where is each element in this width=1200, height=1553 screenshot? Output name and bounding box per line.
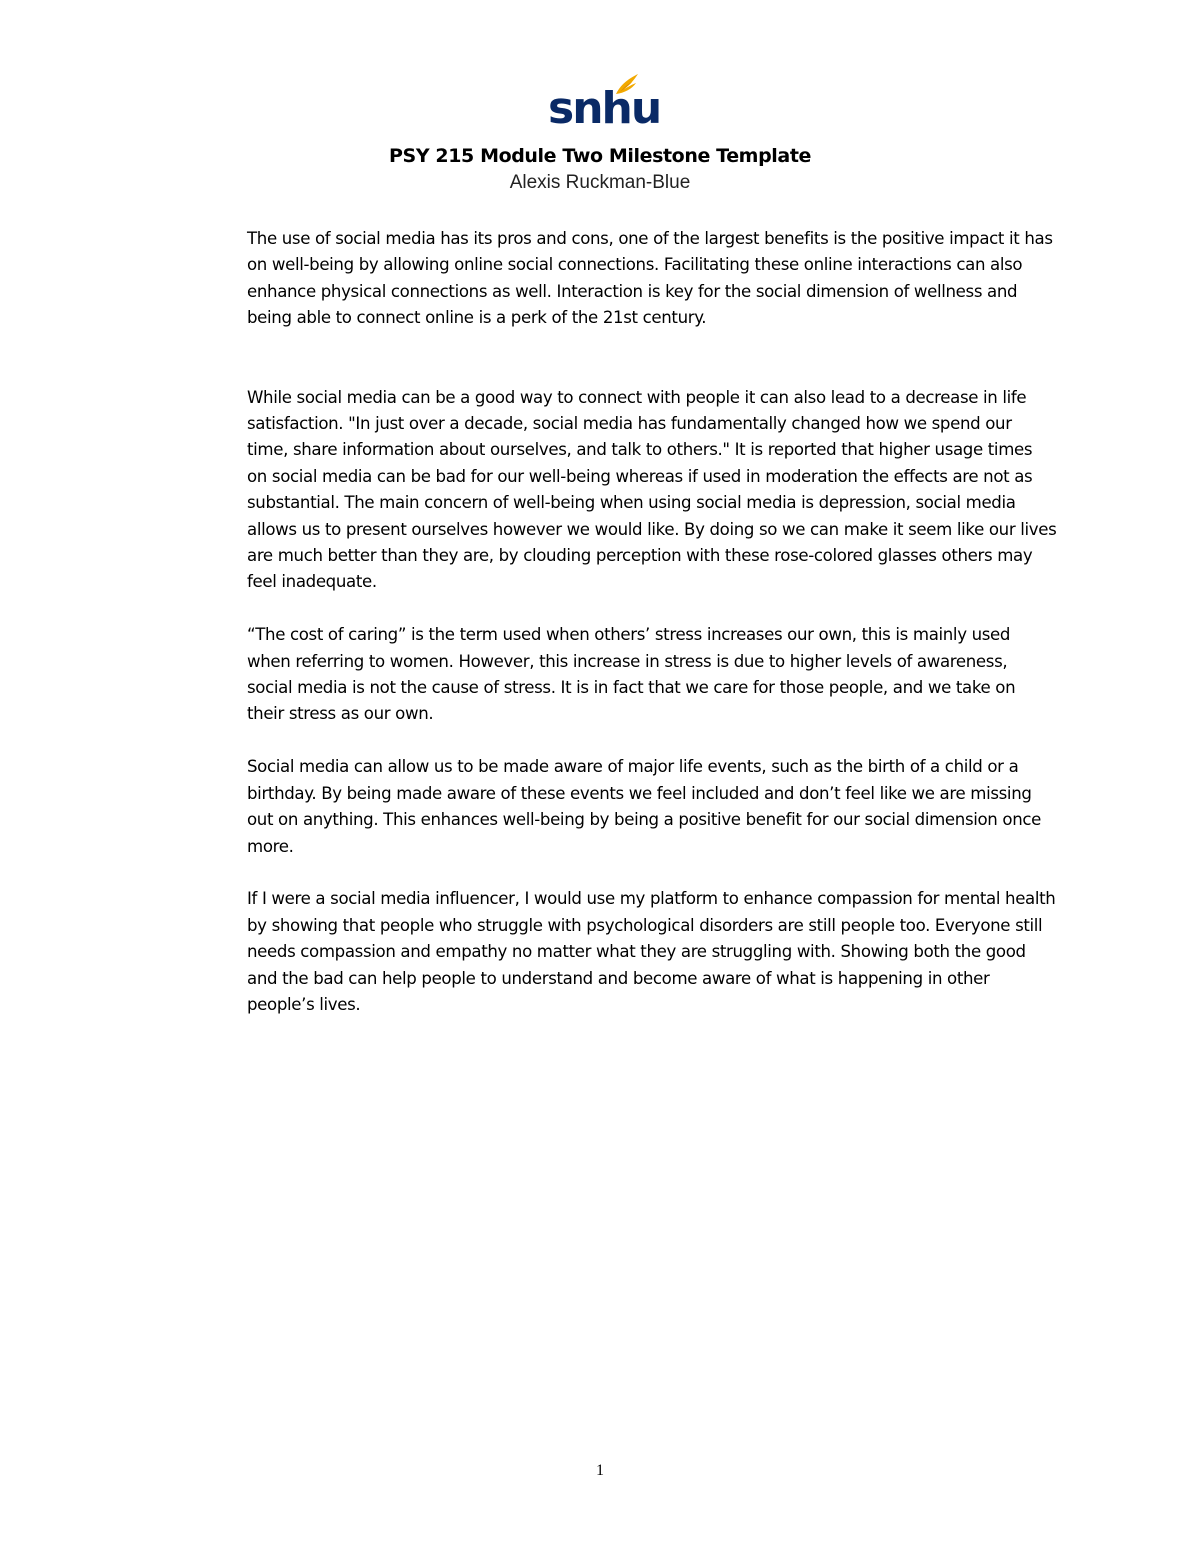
paragraph-4: Social media can allow us to be made aware of major life events, such as the birth of a child or a birthday. By being made aware of these events we feel included and don’t feel like we are missing out on anything. This enhances well-being by being a positive benefit for our social dimension once more.	[247, 757, 1042, 856]
paragraph-1: The use of social media has its pros and cons, one of the largest benefits is the positive impact it has on well-being by allowing online social connections. Facilitating these online interactions can also enhance physical connections as well. Interaction is key for the social dimension of wellness and being able to connect online is a perk of the 21st century.	[247, 229, 1053, 328]
document-body	[247, 226, 1057, 1018]
document-title: PSY 215 Module Two Milestone Template	[389, 145, 811, 167]
snhu-logo	[548, 72, 661, 134]
paragraph-5: If I were a social media influencer, I would use my platform to enhance compassion for mental health by showing that people who struggle with psychological disorders are still people too. Everyone still needs compassion and empathy no matter what they are struggling with. Showing both the good and the bad can help people to understand and become aware of what is happening in other people’s lives.	[247, 889, 1056, 1014]
paragraph-2: While social media can be a good way to connect with people it can also lead to a decrease in life satisfaction. "In just over a decade, social media has fundamentally changed how we spend our time, share information about ourselves, and talk to others." It is reported that higher usage times on social media can be bad for our well-being whereas if used in moderation the effects are not as substantial. The main concern of well-being when using social media is depression, social media allows us to present ourselves however we would like. By doing so we can make it seem like our lives are much better than they are, by clouding perception with these rose-colored glasses others may feel inadequate.	[247, 387, 1057, 592]
page-number: 1	[596, 1462, 604, 1479]
paragraph-3: “The cost of caring” is the term used when others’ stress increases our own, this is mainly used when referring to women. However, this increase in stress is due to higher levels of awareness, social media is not the cause of stress. It is in fact that we care for those people, and we take on their stress as our own.	[247, 625, 1016, 724]
logo-wordmark: snhu	[548, 83, 661, 134]
author-name: Alexis Ruckman-Blue	[509, 172, 691, 193]
